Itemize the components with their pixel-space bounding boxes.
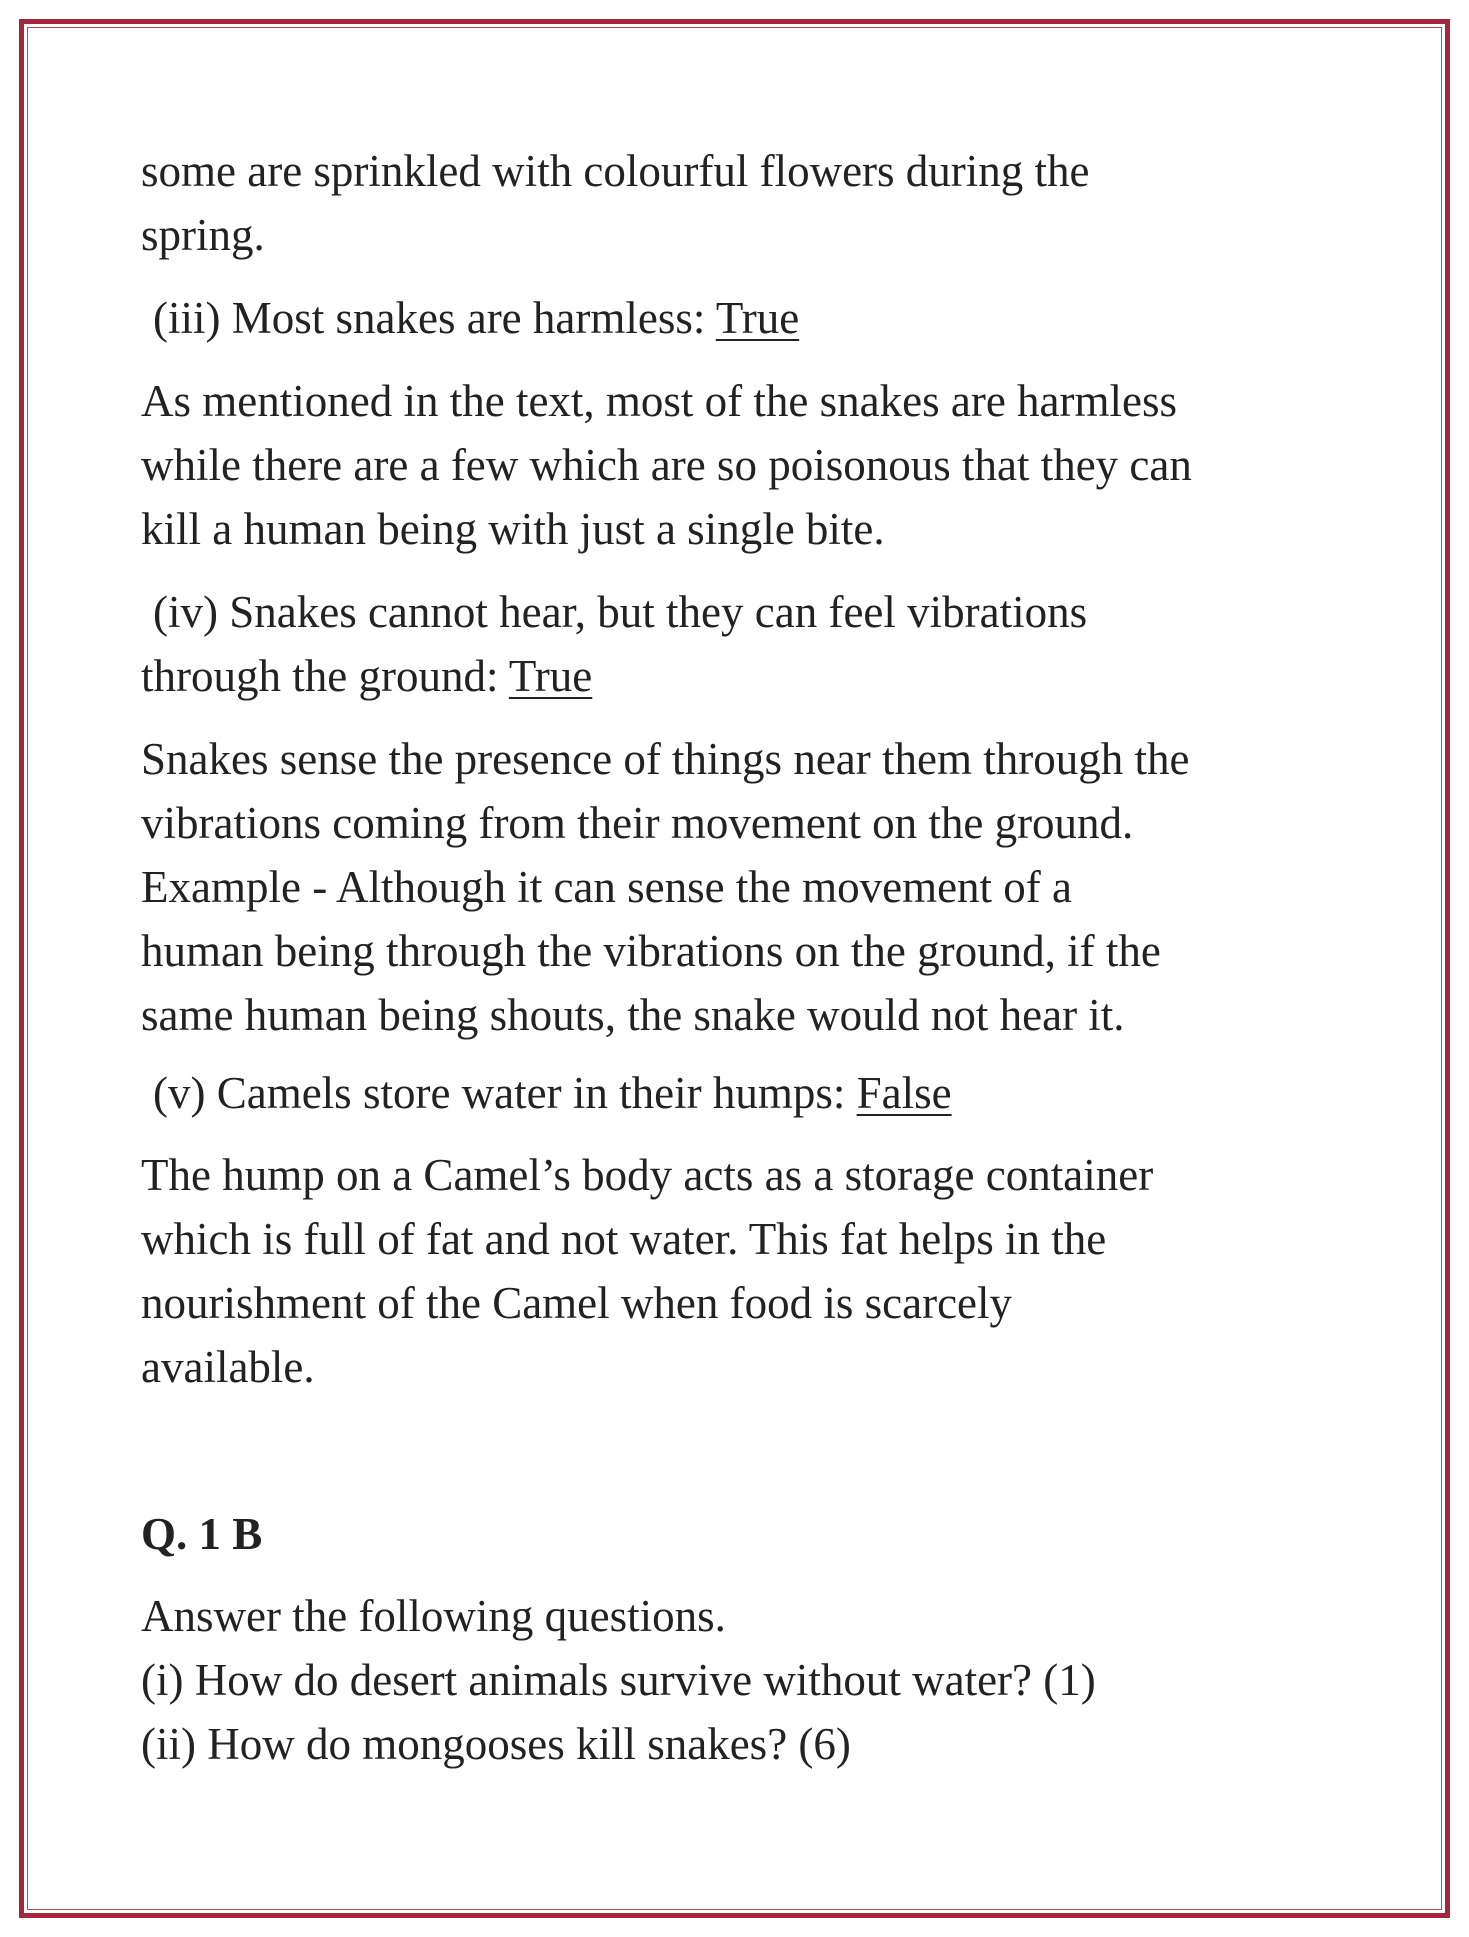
text-line: available. — [141, 1342, 315, 1392]
question-item: (ii) How do mongooses kill snakes? (6) — [141, 1719, 851, 1769]
section-heading — [141, 1502, 1341, 1566]
text-line: vibrations coming from their movement on the ground. — [141, 798, 1134, 848]
statement-text: (iii) Most snakes are harmless: — [153, 293, 716, 343]
text-line: Answer the following questions. — [141, 1591, 726, 1641]
text-line: Example - Although it can sense the movement of a — [141, 862, 1073, 912]
text-line: some are sprinkled with colourful flowers during the — [141, 146, 1090, 196]
statement-v — [141, 1061, 1353, 1125]
statement-iii — [141, 286, 1353, 350]
text-line: human being through the vibrations on the ground, if the — [141, 926, 1161, 976]
paragraph-camel — [141, 1143, 1341, 1399]
paragraph-vibrations — [141, 727, 1341, 1047]
text-line: which is full of fat and not water. This fat helps in the — [141, 1214, 1107, 1264]
text-line: kill a human being with just a single bite. — [141, 504, 885, 554]
text-line: spring. — [141, 210, 265, 260]
text-line: As mentioned in the text, most of the snakes are harmless — [141, 376, 1178, 426]
statement-text: (v) Camels store water in their humps: — [153, 1068, 857, 1118]
text-line: while there are a few which are so poisonous that they can — [141, 440, 1192, 490]
answer-true: True — [715, 293, 800, 343]
answer-true: True — [508, 651, 593, 701]
paragraph-harmless — [141, 369, 1341, 561]
statement-text: through the ground: — [141, 651, 509, 701]
questions-list — [141, 1584, 1341, 1776]
question-item: (i) How do desert animals survive without water? (1) — [141, 1655, 1096, 1705]
statement-text: (iv) Snakes cannot hear, but they can feel vibrations — [153, 587, 1088, 637]
text-line: The hump on a Camel’s body acts as a storage container — [141, 1150, 1154, 1200]
heading-text: Q. 1 B — [141, 1509, 263, 1559]
paragraph-spring — [141, 139, 1341, 267]
text-line: Snakes sense the presence of things near them through the — [141, 734, 1190, 784]
statement-iv — [141, 580, 1341, 708]
answer-false: False — [856, 1068, 952, 1118]
text-line: same human being shouts, the snake would not hear it. — [141, 990, 1125, 1040]
text-line: nourishment of the Camel when food is scarcely — [141, 1278, 1013, 1328]
